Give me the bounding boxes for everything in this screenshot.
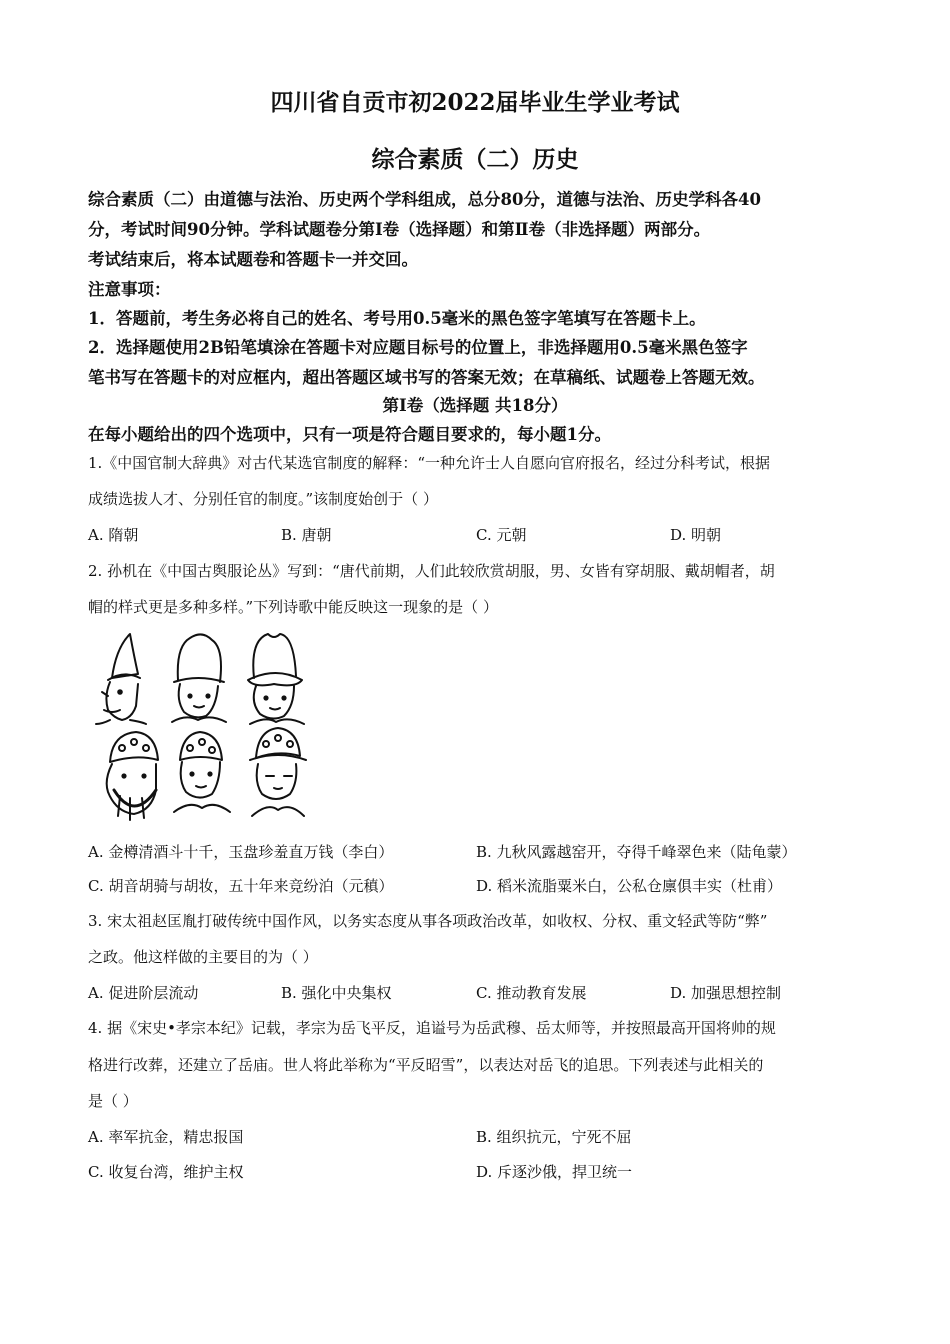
question-3-option-d: D. 加强思想控制	[670, 984, 782, 1002]
question-2-line-1: 2. 孙机在《中国古舆服论丛》写到：“唐代前期，人们此较欣赏胡服，男、女皆有穿胡服、戴胡帽者，胡	[88, 562, 775, 580]
question-2-option-b: B. 九秋风露越窑开，夺得千峰翠色来（陆龟蒙）	[476, 843, 797, 861]
intro-line-3: 考试结束后，将本试题卷和答题卡一并交回。	[88, 250, 418, 269]
question-4-option-c: C. 收复台湾，维护主权	[88, 1163, 244, 1181]
intro-line-1: 综合素质（二）由道德与法治、历史两个学科组成，总分80分，道德与法治、历史学科各40	[88, 190, 761, 209]
question-4-line-1: 4. 据《宋史•孝宗本纪》记载，孝宗为岳飞平反，追谥号为岳武穆、岳太师等，并按照最高开国将帅的规	[88, 1019, 776, 1037]
question-1-option-a: A. 隋朝	[88, 526, 139, 544]
exam-title: 四川省自贡市初2022届毕业生学业考试	[270, 89, 680, 116]
question-2-option-c: C. 胡音胡骑与胡妆，五十年来竞纷泊（元稹）	[88, 877, 394, 895]
question-2-option-d: D. 稻米流脂粟米白，公私仓廪俱丰实（杜甫）	[476, 877, 783, 895]
question-1-line-2: 成绩选拔人才、分别任官的制度。”该制度始创于（ ）	[88, 490, 438, 508]
notice-item-2a: 2．选择题使用2B铅笔填涂在答题卡对应题目标号的位置上，非选择题用0.5毫米黑色签字	[88, 338, 748, 357]
question-4-line-3: 是（ ）	[88, 1092, 138, 1110]
question-3-line-2: 之政。他这样做的主要目的为（ ）	[88, 948, 318, 966]
question-3-option-a: A. 促进阶层流动	[88, 984, 199, 1002]
hu-hats-illustration	[90, 626, 330, 826]
question-4-option-d: D. 斥逐沙俄，捍卫统一	[476, 1163, 633, 1181]
question-3-line-1: 3. 宋太祖赵匡胤打破传统中国作风，以务实态度从事各项政治改革，如收权、分权、重文轻武等防“弊”	[88, 912, 768, 930]
question-3-option-c: C. 推动教育发展	[476, 984, 587, 1002]
notice-item-2b: 笔书写在答题卡的对应框内，超出答题区域书写的答案无效；在草稿纸、试题卷上答题无效。	[88, 368, 765, 387]
question-1-line-1: 1.《中国官制大辞典》对古代某选官制度的解释：“一种允许士人自愿向官府报名，经过分科考试，根据	[88, 454, 770, 472]
notice-item-1: 1．答题前，考生务必将自己的姓名、考号用0.5毫米的黑色签字笔填写在答题卡上。	[88, 309, 706, 328]
question-4-option-a: A. 率军抗金，精忠报国	[88, 1128, 244, 1146]
question-4-line-2: 格进行改葬，还建立了岳庙。世人将此举称为“平反昭雪”，以表达对岳飞的追思。下列表述与此相关的	[88, 1056, 764, 1074]
exam-subtitle: 综合素质（二）历史	[371, 146, 579, 173]
question-3-option-b: B. 强化中央集权	[281, 984, 392, 1002]
question-1-option-c: C. 元朝	[476, 526, 527, 544]
section-instruction: 在每小题给出的四个选项中，只有一项是符合题目要求的，每小题1分。	[88, 425, 611, 444]
question-2-option-a: A. 金樽清酒斗十千，玉盘珍羞直万钱（李白）	[88, 843, 394, 861]
question-4-option-b: B. 组织抗元，宁死不屈	[476, 1128, 632, 1146]
question-1-option-d: D. 明朝	[670, 526, 722, 544]
notice-title: 注意事项：	[88, 280, 171, 299]
question-2-line-2: 帽的样式更是多种多样。”下列诗歌中能反映这一现象的是（ ）	[88, 598, 498, 616]
question-1-option-b: B. 唐朝	[281, 526, 332, 544]
intro-line-2: 分，考试时间90分钟。学科试题卷分第Ⅰ卷（选择题）和第Ⅱ卷（非选择题）两部分。	[88, 220, 711, 239]
section-title: 第Ⅰ卷（选择题 共18分）	[382, 396, 568, 415]
